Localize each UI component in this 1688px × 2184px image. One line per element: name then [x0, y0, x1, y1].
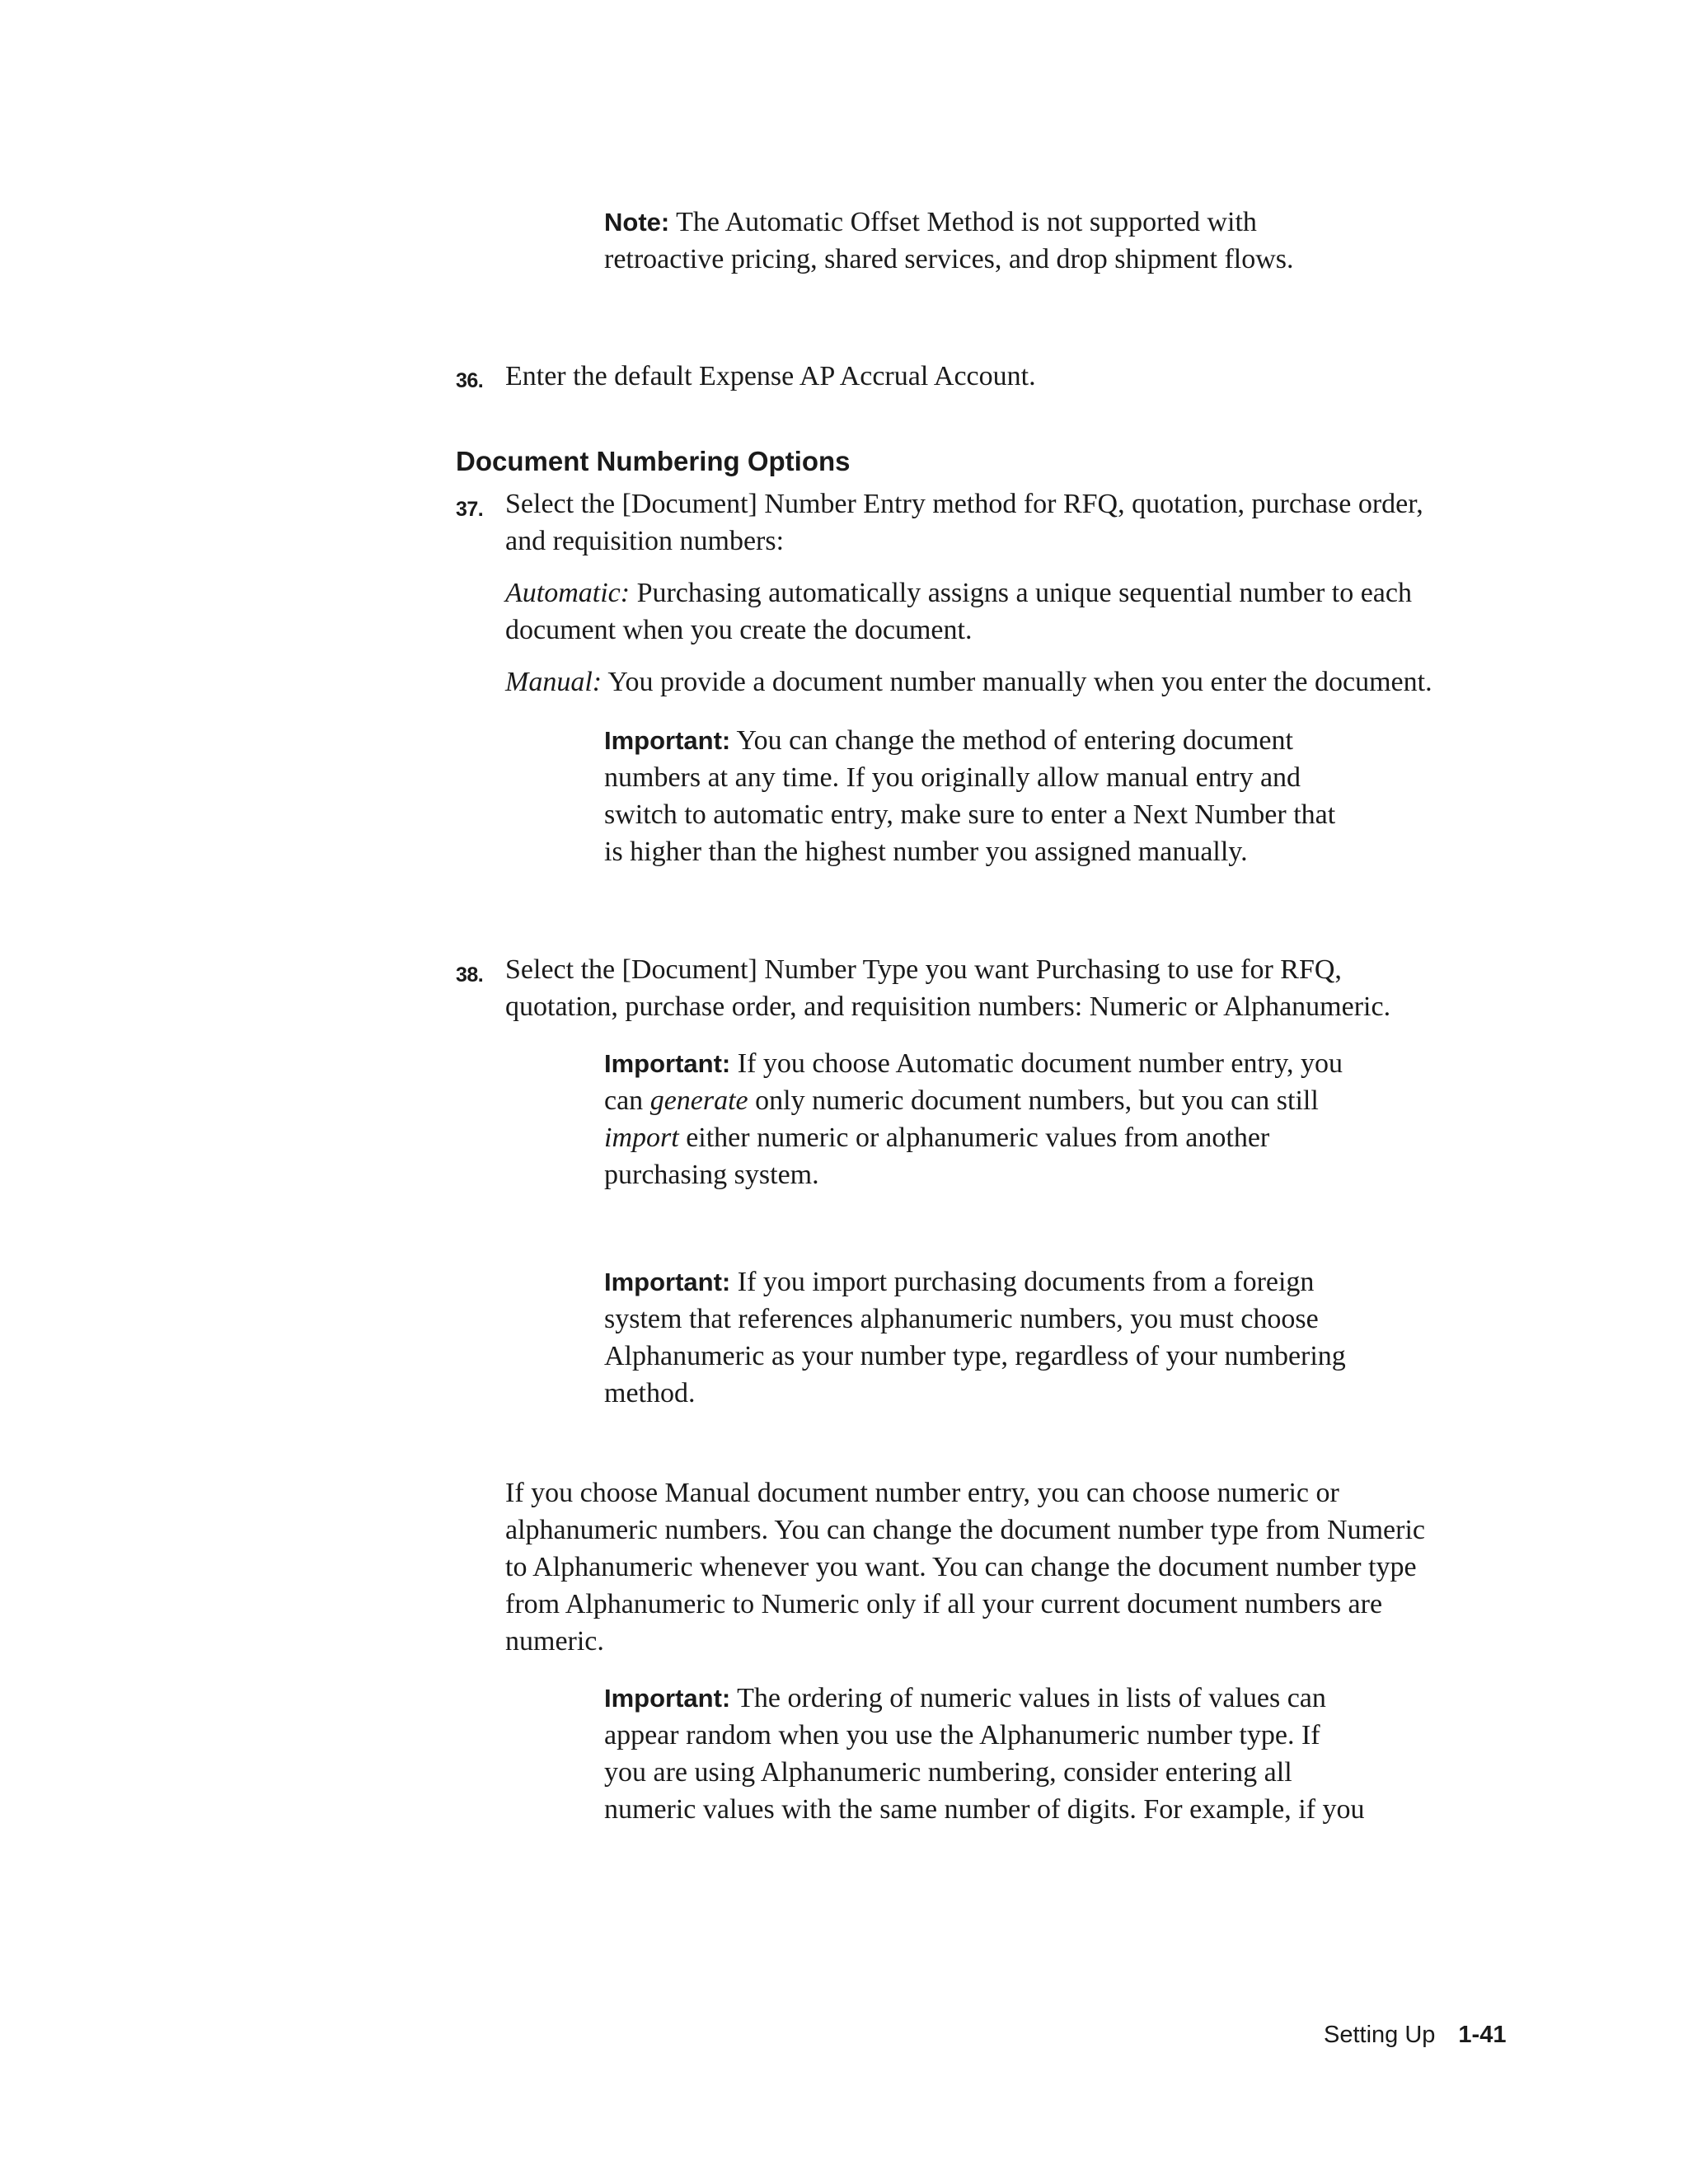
page-footer: [1324, 2017, 1506, 2054]
step-37-text: Select the [Document] Number Entry method for RFQ, quotation, purchase order, and requisition numbers:: [505, 489, 1423, 556]
footer-section: Setting Up: [1324, 2022, 1436, 2048]
important-lead: Important:: [604, 1268, 731, 1296]
step-number-38: 38.: [456, 963, 484, 987]
important-change-method: Important: You can change the method of entering document numbers at any time. If you originally allow manual entry and switch to automatic entry, make sure to enter a Next Number that is higher than the highest number you assigned manually.: [604, 725, 1336, 867]
important-foreign-import: Important: If you import purchasing documents from a foreign system that references alphanumeric numbers, you must choose Alphanumeric as your number type, regardless of your numbering method.: [604, 1267, 1346, 1408]
important-lead: Important:: [604, 726, 731, 755]
important-automatic-numeric: Important: If you choose Automatic document number entry, you can generate only numeric document numbers, but you can still import either numeric or alphanumeric values from another purchasing system.: [604, 1048, 1343, 1190]
manual-label: Manual:: [505, 667, 603, 697]
important-lead: Important:: [604, 1049, 731, 1078]
automatic-label: Automatic:: [505, 578, 631, 608]
step-38-text: Select the [Document] Number Type you want Purchasing to use for RFQ, quotation, purchase order, and requisition numbers: Numeric or Alphanumeric.: [505, 954, 1391, 1022]
step-number-37: 37.: [456, 498, 484, 521]
automatic-option: Automatic: Purchasing automatically assigns a unique sequential number to each document when you create the document.: [505, 578, 1412, 645]
section-heading: Document Numbering Options: [456, 446, 851, 476]
step-number-36: 36.: [456, 369, 484, 392]
manual-entry-paragraph: If you choose Manual document number entry, you can choose numeric or alphanumeric numbers. You can change the document number type from Numeric to Alphanumeric whenever you want. You can change the document number type from Alphanumeric to Numeric only if all your current document numbers are numeric.: [505, 1478, 1426, 1657]
page-number: 1-41: [1458, 2022, 1507, 2048]
note-text-line: The Automatic Offset Method is not supported with: [669, 207, 1257, 237]
note-offset-method: [604, 204, 1527, 278]
note-lead: Note:: [604, 208, 670, 237]
important-lead: Important:: [604, 1684, 731, 1713]
note-text-line: retroactive pricing, shared services, and drop shipment flows.: [604, 244, 1294, 274]
step-36-text: Enter the default Expense AP Accrual Account.: [505, 361, 1036, 391]
manual-option: Manual: You provide a document number manually when you enter the document.: [505, 667, 1432, 697]
important-ordering: Important: The ordering of numeric values in lists of values can appear random when you use the Alphanumeric number type. If you are using Alphanumeric numbering, consider entering all numeric values with the same number of digits. For example, if you: [604, 1683, 1365, 1825]
